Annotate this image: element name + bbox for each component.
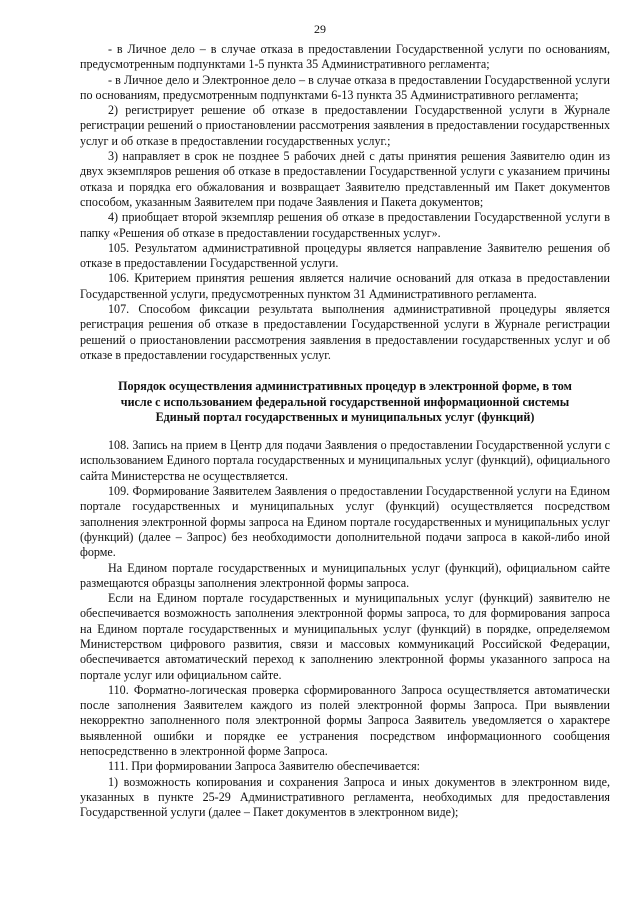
document-body: [80, 42, 610, 821]
page-number: 29: [314, 22, 326, 36]
paragraph: 111. При формировании Запроса Заявителю обеспечивается:: [108, 759, 421, 774]
paragraph: 2) регистрирует решение об отказе в предоставлении Государственной услуги в Журнале регистрации решений о приостановлении рассмотрения заявления в предоставлении государственных услуг и об отказе в предоставлении государственных услуг.;: [80, 103, 610, 148]
paragraph: На Едином портале государственных и муниципальных услуг (функций), официальном сайте размещаются образцы заполнения электронной формы запроса.: [80, 560, 610, 590]
paragraph: 110. Форматно-логическая проверка сформированного Запроса осуществляется автоматически после заполнения Заявителем каждого из полей электронной формы Запроса. При выявлении некорректно заполненного поля электронной формы Запроса Заявитель уведомляется о характере выявленной ошибки и порядке ее устранения посредством информационного сообщения непосредственно в электронной форме Запроса.: [80, 682, 610, 759]
paragraph: - в Личное дело – в случае отказа в предоставлении Государственной услуги по основаниям, предусмотренным подпунктами 1-5 пункта 35 Административного регламента;: [80, 42, 610, 72]
paragraph: 106. Критерием принятия решения является наличие оснований для отказа в предоставлении Государственной услуги, предусмотренных пунктом 31 Административного регламента.: [80, 271, 610, 301]
section-heading: [80, 379, 610, 425]
paragraph: 1) возможность копирования и сохранения Запроса и иных документов в электронном виде, указанных в пункте 25-29 Административного регламента, необходимых для предоставления Государственной услуги (далее – Пакет документов в электронном виде);: [80, 774, 610, 820]
paragraph: - в Личное дело и Электронное дело – в случае отказа в предоставлении Государственной услуги по основаниям, предусмотренным подпунктами 6-13 пункта 35 Административного регламента;: [80, 72, 610, 102]
paragraph: Если на Едином портале государственных и муниципальных услуг (функций) заявителю не обеспечивается возможность заполнения электронной формы запроса, то для формирования запроса на Едином портале государственных и муниципальных услуг (функций) в порядке, определяемом Министерством цифрового развития, связи и массовых коммуникаций Российской Федерации, обеспечивается автоматический переход к заполнению электронной формы указанного запроса на портале услуг или официальном сайте.: [80, 591, 610, 682]
section-heading-line: Единый портал государственных и муниципальных услуг (функций): [155, 409, 535, 424]
paragraph: 107. Способом фиксации результата выполнения административной процедуры является регистрация решения об отказе в предоставлении Государственной услуги в Журнале регистрации решений о приостановлении рассмотрения заявления в предоставлении государственных услуг и об отказе в предоставлении государственных услуг.: [80, 302, 610, 362]
paragraph: 4) приобщает второй экземпляр решения об отказе в предоставлении Государственной услуги в папку «Решения об отказе в предоставлении государственных услуг».: [80, 210, 610, 240]
paragraph: 105. Результатом административной процедуры является направление Заявителю решения об отказе в предоставлении Государственной услуги.: [80, 240, 610, 271]
paragraph: 109. Формирование Заявителем Заявления о предоставлении Государственной услуги на Едином портале государственных и муниципальных услуг (функций) осуществляется посредством заполнения электронной формы запроса на Едином портале государственных и муниципальных услуг (функций) (далее – Запрос) без необходимости дополнительной подачи запроса в какой-либо иной форме.: [80, 484, 610, 560]
paragraph: 3) направляет в срок не позднее 5 рабочих дней с даты принятия решения Заявителю один из двух экземпляров решения об отказе в предоставлении Государственной услуги с указанием причины отказа и порядка его обжалования и возвращает Заявителю представленный им Пакет документов способом, указанным Заявителем при подаче Заявления и Пакета документов;: [80, 149, 610, 209]
section-heading-line: числе с использованием федеральной государственной информационной системы: [120, 394, 570, 409]
section-heading-line: Порядок осуществления административных процедур в электронной форме, в том: [118, 379, 572, 394]
paragraph: 108. Запись на прием в Центр для подачи Заявления о предоставлении Государственной услуги с использованием Единого портала государственных и муниципальных услуг (функций), официального сайта Министерства не осуществляется.: [80, 438, 610, 483]
